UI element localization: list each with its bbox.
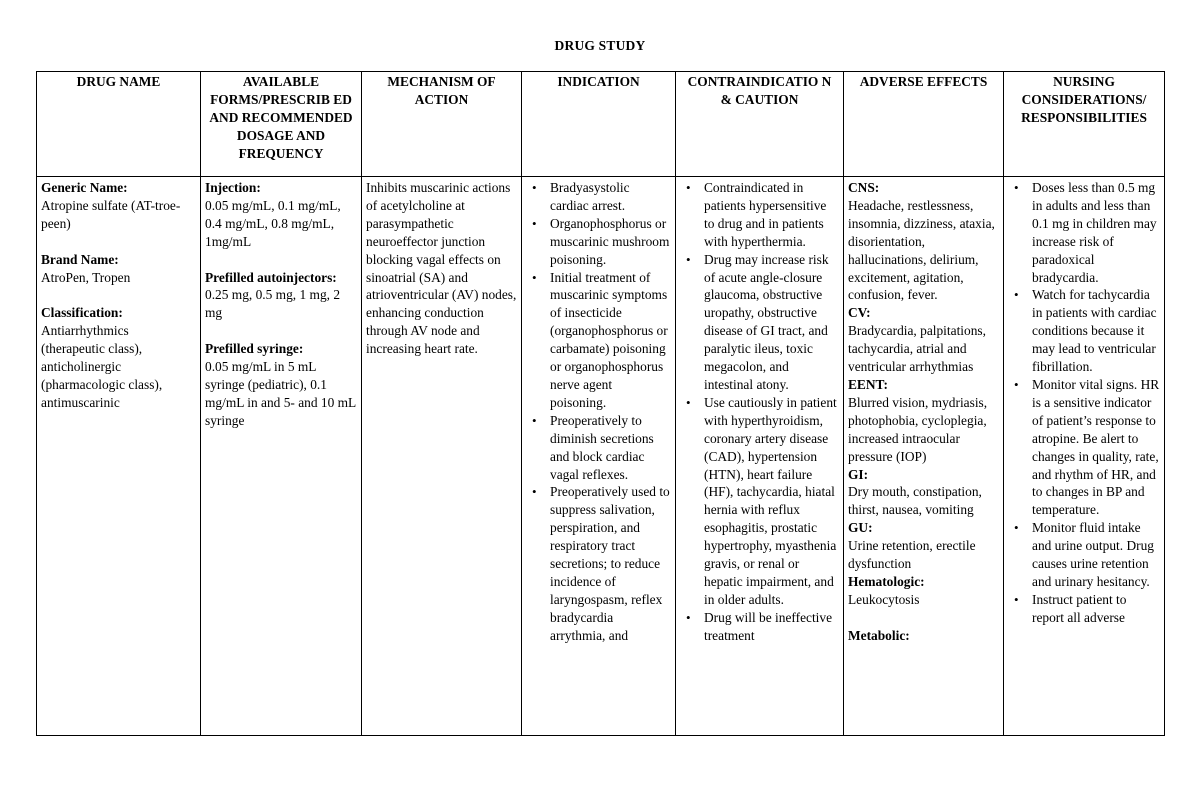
- adverse-effects-cell: [844, 177, 1004, 736]
- eent-label: EENT:: [848, 376, 888, 392]
- injection-label: Injection:: [205, 180, 261, 195]
- list-item: • Organophosphorus or muscarinic mushroom poisoning.: [550, 215, 671, 269]
- indication-list: [526, 179, 671, 645]
- contraindication-list: [680, 179, 839, 645]
- cv-value: Bradycardia, palpitations, tachycardia, atrial and ventricular arrhythmias: [848, 323, 986, 375]
- injection-value: 0.05 mg/mL, 0.1 mg/mL, 0.4 mg/mL, 0.8 mg/mL, 1mg/mL: [205, 197, 341, 249]
- list-item: • Monitor vital signs. HR is a sensitive indicator of patient’s response to atropine. Be alert to changes in quality, rate, and rhythm of HR, and to changes in BP and temperature.: [1032, 376, 1160, 519]
- forms-cell: [201, 177, 362, 736]
- content-row: [37, 177, 1165, 736]
- classification-label: Classification:: [41, 305, 123, 321]
- header-indication: INDICATION: [522, 72, 676, 177]
- hematologic-label: Hematologic:: [848, 573, 925, 589]
- list-item: • Bradyasystolic cardiac arrest.: [550, 179, 671, 215]
- list-item: • Use cautiously in patient with hyperthyroidism, coronary artery disease (CAD), hypertension (HTN), heart failure (HF), tachycardia, hiatal hernia with reflux esophagitis, prostatic hypertrophy, myasthenia gravis, or renal or hepatic impairment, and in older adults.: [704, 394, 839, 609]
- syringe-value: 0.05 mg/mL in 5 mL syringe (pediatric), 0.1 mg/mL in and 5- and 10 mL syringe: [205, 359, 356, 428]
- brand-name-value: AtroPen, Tropen: [41, 269, 131, 285]
- generic-name-label: Generic Name:: [41, 180, 128, 195]
- hematologic-value: Leukocytosis: [848, 591, 920, 607]
- eent-value: Blurred vision, mydriasis, photophobia, cycloplegia, increased intraocular pressure (IOP): [848, 394, 988, 464]
- drug-name-cell: [37, 177, 201, 736]
- drug-study-table: [36, 71, 1165, 736]
- gu-label: GU:: [848, 520, 873, 536]
- autoinjector-value: 0.25 mg, 0.5 mg, 1 mg, 2 mg: [205, 287, 341, 321]
- list-item: • Contraindicated in patients hypersensitive to drug and in patients with hyperthermia.: [704, 179, 839, 251]
- cns-value: Headache, restlessness, insomnia, dizziness, ataxia, disorientation, hallucinations, delirium, excitement, agitation, confusion, fever.: [848, 197, 995, 303]
- list-item: • Drug may increase risk of acute angle-closure glaucoma, obstructive uropathy, obstructive disease of GI tract, and paralytic ileus, toxic megacolon, and intestinal atony.: [704, 251, 839, 394]
- gu-value: Urine retention, erectile dysfunction: [848, 538, 976, 572]
- mechanism-text: Inhibits muscarinic actions of acetylcholine at parasympathetic neuroeffector junction blocking vagal effects on sinoatrial (SA) and atrioventricular (AV) nodes, enhancing conduction through AV node and increasing heart rate.: [366, 180, 517, 357]
- indication-cell: [522, 177, 676, 736]
- page-title: DRUG STUDY: [554, 38, 646, 53]
- header-nursing: NURSING CONSIDERATIONS/ RESPONSIBILITIES: [1004, 72, 1165, 177]
- cns-label: CNS:: [848, 180, 880, 195]
- list-item: • Preoperatively used to suppress salivation, perspiration, and respiratory tract secretions; to reduce incidence of laryngospasm, reflex bradycardia arrythmia, and: [550, 483, 671, 644]
- contraindication-cell: [676, 177, 844, 736]
- header-drug-name: DRUG NAME: [37, 72, 201, 177]
- list-item: • Monitor fluid intake and urine output. Drug causes urine retention and urinary hesitancy.: [1032, 519, 1160, 591]
- nursing-list: [1008, 179, 1160, 627]
- metabolic-label: Metabolic:: [848, 627, 910, 643]
- list-item: • Doses less than 0.5 mg in adults and less than 0.1 mg in children may increase risk of paradoxical bradycardia.: [1032, 179, 1160, 286]
- header-row: [37, 72, 1165, 177]
- list-item: • Drug will be ineffective treatment: [704, 609, 839, 645]
- header-mechanism: MECHANISM OF ACTION: [362, 72, 522, 177]
- syringe-label: Prefilled syringe:: [205, 341, 304, 357]
- cv-label: CV:: [848, 305, 871, 321]
- mechanism-cell: [362, 177, 522, 736]
- header-contraindication: CONTRAINDICATIO N & CAUTION: [676, 72, 844, 177]
- list-item: • Instruct patient to report all adverse: [1032, 591, 1160, 627]
- brand-name-label: Brand Name:: [41, 251, 119, 267]
- autoinjector-label: Prefilled autoinjectors:: [205, 269, 337, 285]
- gi-value: Dry mouth, constipation, thirst, nausea, vomiting: [848, 484, 982, 518]
- header-adverse-effects: ADVERSE EFFECTS: [844, 72, 1004, 177]
- list-item: • Watch for tachycardia in patients with cardiac conditions because it may lead to ventricular fibrillation.: [1032, 286, 1160, 376]
- header-forms: AVAILABLE FORMS/PRESCRIB ED AND RECOMMENDED DOSAGE AND FREQUENCY: [201, 72, 362, 177]
- gi-label: GI:: [848, 466, 869, 482]
- nursing-cell: [1004, 177, 1165, 736]
- list-item: • Initial treatment of muscarinic symptoms of insecticide (organophosphorus or carbamate) poisoning or organophosphorus nerve agent poisoning.: [550, 269, 671, 412]
- classification-value: Antiarrhythmics (therapeutic class), anticholinergic (pharmacologic class), antimuscarinic: [41, 323, 163, 410]
- list-item: • Preoperatively to diminish secretions and block cardiac vagal reflexes.: [550, 412, 671, 484]
- generic-name-value: Atropine sulfate (AT-troe-peen): [41, 197, 181, 231]
